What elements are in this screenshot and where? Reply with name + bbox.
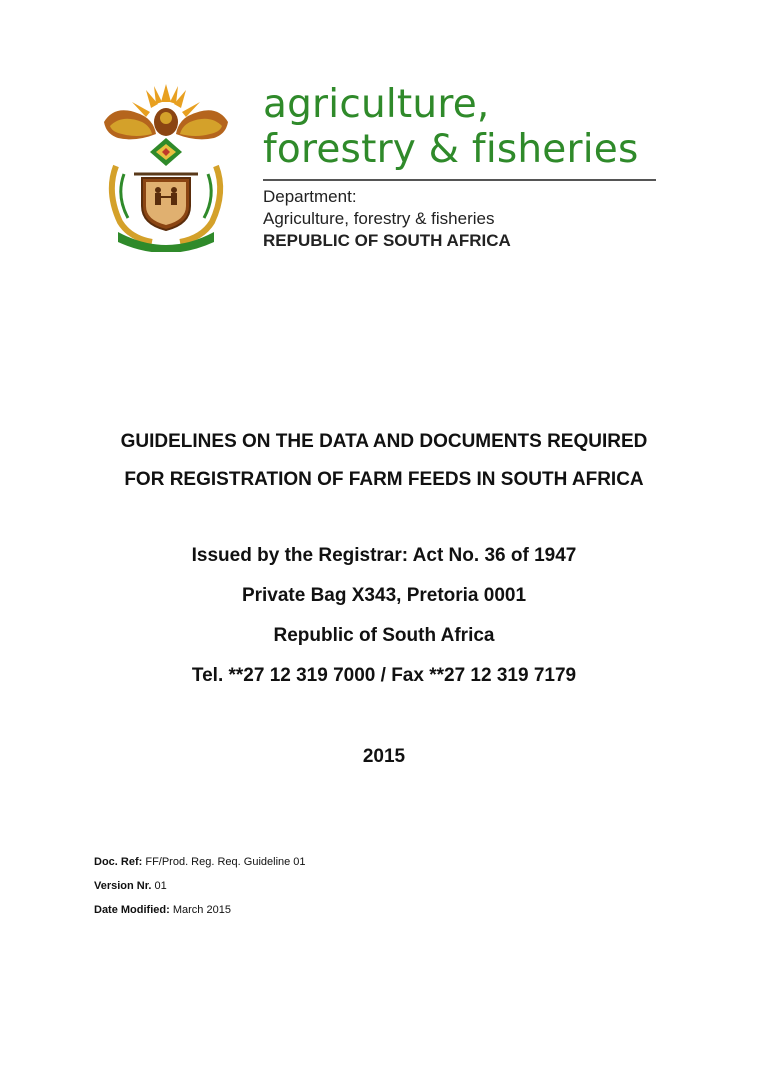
version-number [94,879,167,893]
department-logo [96,82,662,252]
logo-wordmark-line-2: forestry & fisheries [263,127,639,172]
document-title-line-2: FOR REGISTRATION OF FARM FEEDS IN SOUTH AFRICA [124,469,644,490]
logo-department-label: Department: [263,187,357,206]
doc-ref-label: Doc. Ref: [94,856,143,868]
logo-country-name: REPUBLIC OF SOUTH AFRICA [263,231,511,250]
date-modified-value: March 2015 [172,904,231,916]
issuer-line: Issued by the Registrar: Act No. 36 of 1947 [191,545,577,566]
document-title-line-1: GUIDELINES ON THE DATA AND DOCUMENTS REQUIRED [120,431,648,452]
version-label: Version Nr. [94,880,152,892]
doc-ref-value: FF/Prod. Reg. Req. Guideline 01 [145,856,306,868]
postal-address: Private Bag X343, Pretoria 0001 [241,585,527,606]
date-modified [94,903,231,917]
country-line: Republic of South Africa [273,625,495,646]
doc-ref [94,855,306,869]
coat-of-arms-icon [96,82,236,252]
logo-divider [263,179,656,181]
contact-numbers: Tel. **27 12 319 7000 / Fax **27 12 319 7179 [191,665,577,686]
date-modified-label: Date Modified: [94,904,170,916]
publication-year: 2015 [362,746,406,767]
version-value: 01 [154,880,167,892]
logo-ministry-name: Agriculture, forestry & fisheries [263,209,495,228]
logo-wordmark-line-1: agriculture, [263,82,490,127]
